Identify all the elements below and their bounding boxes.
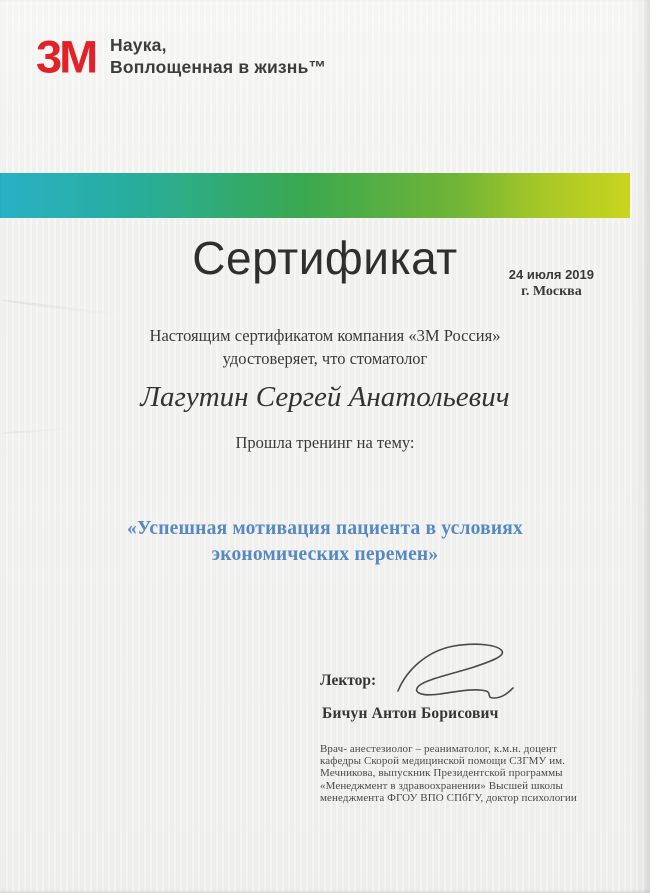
training-topic-line1: «Успешная мотивация пациента в условиях: [127, 518, 523, 539]
issue-date: 24 июля 2019: [508, 267, 594, 282]
training-topic: [0, 516, 650, 568]
lecturer-name: Бичун Антон Борисович: [322, 705, 499, 722]
credentials-line: кафедры Скорой медицинской помощи СЗГМУ им.: [320, 755, 566, 768]
lecturer-credentials: [320, 743, 600, 804]
credentials-line: «Менеджмент в здравоохранении» Высшей школы: [320, 779, 563, 792]
lecturer-label: Лектор:: [320, 672, 377, 689]
intro-line-2: удостоверяет, что стоматолог: [222, 349, 428, 368]
scan-edge-shadow: [630, 0, 650, 893]
date-block: [509, 267, 594, 300]
brand-tagline: [110, 35, 326, 79]
intro-line-1: Настоящим сертификатом компания «3М Россия»: [149, 326, 501, 345]
certificate-title: Сертификат: [192, 232, 458, 284]
paper-crease: [0, 299, 119, 317]
signature-icon: [392, 641, 518, 703]
recipient-name: Лагутин Сергей Анатольевич: [140, 381, 510, 413]
brand-tagline-line2: Воплощенная в жизнь™: [110, 56, 327, 77]
credentials-line: Мечникова, выпускник Президентской программы: [320, 767, 563, 780]
brand-tagline-line1: Наука,: [110, 35, 167, 55]
training-line: Прошла тренинг на тему:: [235, 433, 415, 452]
brand-gradient-bar: [0, 173, 630, 218]
credentials-line: менеджмента ФГОУ ВПО СПбГУ, доктор психологии: [320, 791, 577, 804]
credentials-line: Врач- анестезиолог – реаниматолог, к.м.н. доцент: [320, 743, 557, 755]
issue-city: г. Москва: [521, 284, 582, 299]
training-topic-line2: экономических перемен»: [211, 544, 439, 565]
lecturer-signature: [392, 641, 518, 703]
3m-logo: 3M: [36, 31, 96, 82]
